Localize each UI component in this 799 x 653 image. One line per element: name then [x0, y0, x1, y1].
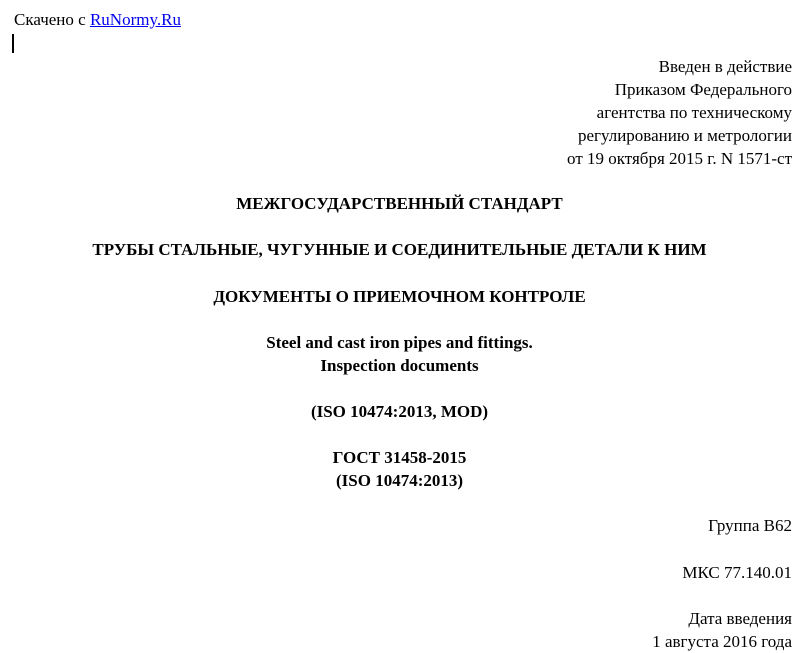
enactment-line: Приказом Федерального [614, 80, 792, 99]
effective-date-label: Дата введения [688, 609, 792, 628]
source-line [14, 9, 181, 31]
downloaded-prefix: Скачено с [14, 10, 86, 29]
english-title [0, 331, 799, 377]
runormy-link[interactable]: RuNormy.Ru [89, 10, 181, 29]
enactment-line: Введен в действие [658, 57, 792, 76]
standard-topic-heading: ДОКУМЕНТЫ О ПРИЕМОЧНОМ КОНТРОЛЕ [213, 287, 586, 306]
enactment-block [567, 55, 792, 170]
standard-subject-heading: ТРУБЫ СТАЛЬНЫЕ, ЧУГУННЫЕ И СОЕДИНИТЕЛЬНЫЕ ДЕТАЛИ К НИМ [92, 240, 707, 259]
enactment-line: агентства по техническому [596, 103, 792, 122]
english-title-line: Inspection documents [320, 356, 479, 375]
text-cursor [12, 34, 14, 53]
english-title-line: Steel and cast iron pipes and fittings. [266, 333, 533, 352]
standard-type-heading: МЕЖГОСУДАРСТВЕННЫЙ СТАНДАРТ [236, 194, 563, 213]
enactment-line: регулированию и метрологии [577, 126, 792, 145]
mks-code: МКС 77.140.01 [682, 563, 792, 582]
enactment-line: от 19 октября 2015 г. N 1571-ст [567, 149, 792, 168]
gost-designation [0, 446, 799, 492]
group-code: Группа В62 [708, 516, 792, 535]
gost-number: ГОСТ 31458-2015 [332, 448, 467, 467]
effective-date-block [652, 607, 792, 653]
iso-reference: (ISO 10474:2013) [335, 471, 464, 490]
effective-date-value: 1 августа 2016 года [652, 632, 792, 651]
iso-mod-reference: (ISO 10474:2013, MOD) [310, 402, 489, 421]
